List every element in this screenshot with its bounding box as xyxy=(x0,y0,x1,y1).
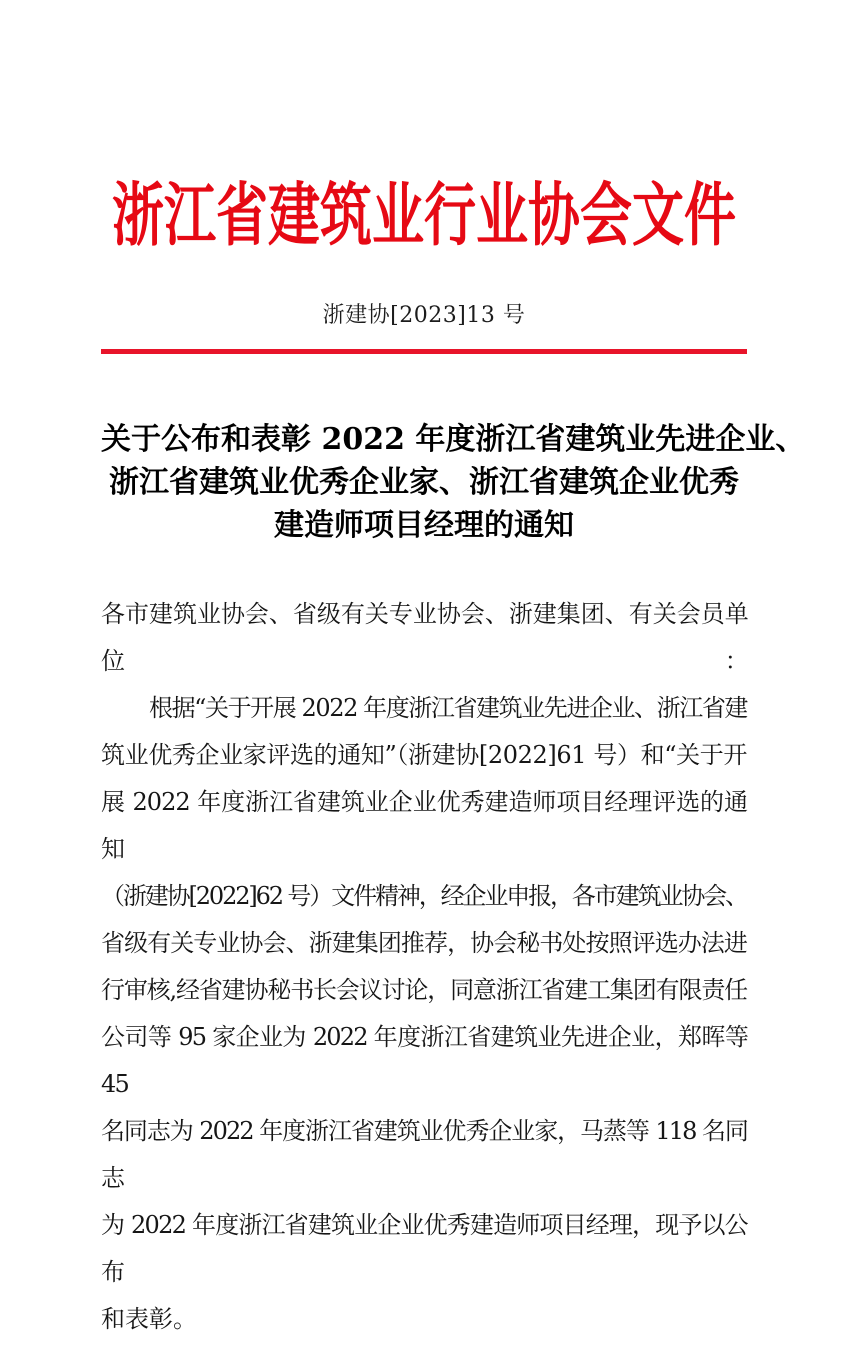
body-line: 为 2022 年度浙江省建筑业企业优秀建造师项目经理，现予以公布 xyxy=(101,1211,747,1286)
org-header xyxy=(101,155,747,263)
body-line: 根据“关于开展 2022 年度浙江省建筑业先进企业、浙江省建 xyxy=(149,694,747,722)
body-line: 行审核,经省建协秘书长会议讨论，同意浙江省建工集团有限责任 xyxy=(101,976,747,1004)
body-line: 省级有关专业协会、浙建集团推荐，协会秘书处按照评选办法进 xyxy=(101,929,747,957)
body-text xyxy=(101,591,747,1343)
salutation-line: 各市建筑业协会、省级有关专业协会、浙建集团、有关会员单位： xyxy=(101,600,747,675)
body-line-last: 和表彰。 xyxy=(101,1305,197,1333)
doc-number: 浙建协[2023]13 号 xyxy=(322,303,526,328)
red-divider xyxy=(101,349,747,354)
document-page xyxy=(0,155,848,1355)
body-line: 展 2022 年度浙江省建筑业企业优秀建造师项目经理评选的通知 xyxy=(101,788,747,863)
body-line: 筑业优秀企业家评选的通知”（浙建协[2022]61 号）和“关于开 xyxy=(101,741,747,769)
body-line: 名同志为 2022 年度浙江省建筑业优秀企业家，马蒸等 118 名同志 xyxy=(101,1117,747,1192)
doc-title-line-3: 建造师项目经理的通知 xyxy=(274,508,574,543)
org-header-title: 浙江省建筑业行业协会文件 xyxy=(111,175,736,256)
doc-title xyxy=(101,418,806,547)
body-line: 公司等 95 家企业为 2022 年度浙江省建筑业先进企业，郑晖等 45 xyxy=(101,1023,747,1098)
doc-title-line-2: 浙江省建筑业优秀企业家、浙江省建筑企业优秀 xyxy=(109,465,739,500)
doc-title-line-1: 关于公布和表彰 2022 年度浙江省建筑业先进企业、 xyxy=(101,422,806,457)
body-line: （浙建协[2022]62 号）文件精神，经企业申报，各市建筑业协会、 xyxy=(101,882,747,910)
